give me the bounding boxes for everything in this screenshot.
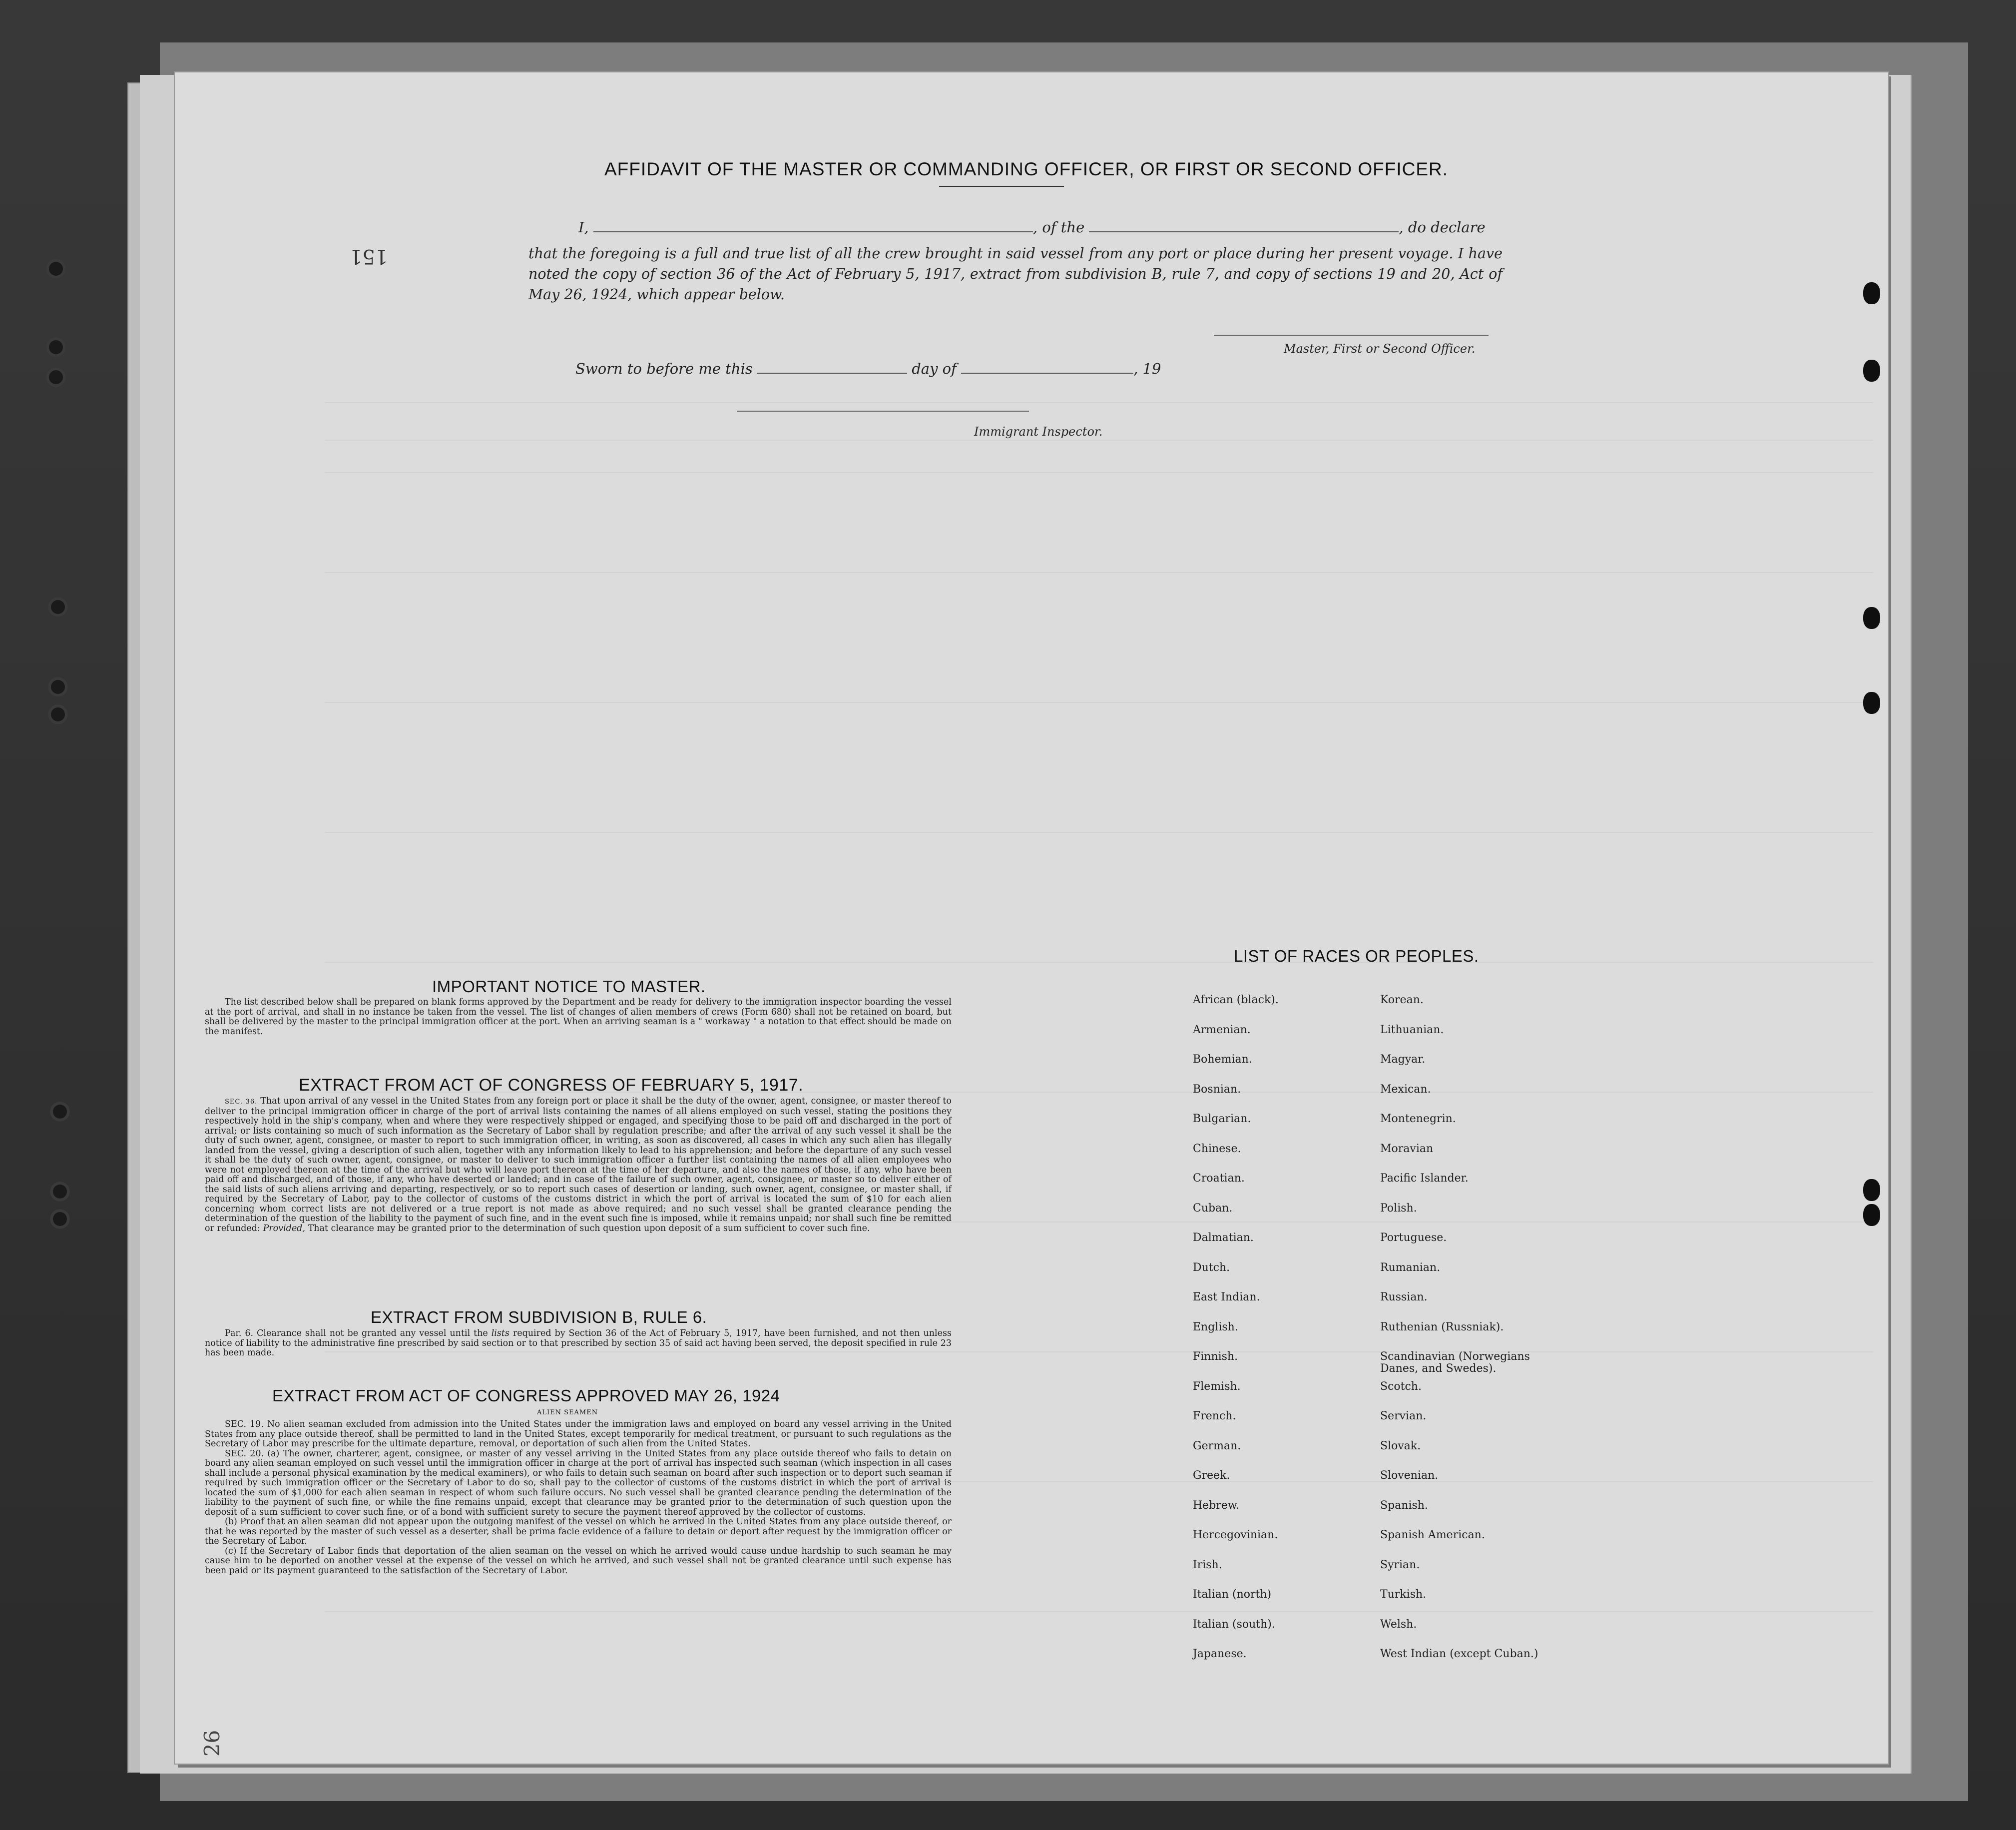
section-36-text: That upon arrival of any vessel in the United States from any foreign port or place it shall be the duty of the owner, agent, consignee, or master thereof to deliver to the principal immigration officer in charge of the port of arrival lists containing the names of all aliens employed on such vessel, stating the positions they respectively hold in the ship's company, when and where they were respectively shipped or engaged, and specifying those to be paid off and discharged in the port of arrival; or lists containing so much of such information as the Secretary of Labor shall by regulation prescribe; and after the arrival of any such vessel it shall be the duty of such owner, agent, consignee, or master to report to such immigration officer, in writing, as soon as discovered, all cases in which any such alien has illegally landed from the vessel, giving a description of such alien, together with any information likely to lead to his apprehension; and before the departure of any such vessel it shall be the duty of such owner, agent, consignee, or master to deliver to such immigration officer a further list containing the names of all alien employees who were not employed thereon at the time of the arrival but who will leave port thereon at the time of her departure, and also the names of those, if any, who have been paid off and discharged, and of those, if any, who have deserted or landed; and in case of the failure of such owner, agent, consignee, or master so to deliver either of the said lists of such aliens arriving and departing, respectively, or so to report such cases of desertion or landing, such owner, agent, consignee, or master shall, if required by the Secretary of Labor, pay to the collector of customs of the customs district in which the port of arrival is located the sum of $10 for each alien concerning whom correct lists are not delivered or a true report is not made as above required; and no such vessel shall be granted clearance pending the determination of the question of the liability to the payment of such fine, and in the event such fine is imposed, while it remains unpaid; nor shall such fine be remitted or refunded: <box>205 1096 952 1233</box>
race-item: Bulgarian. <box>1193 1113 1251 1125</box>
section-20b-paragraph: (b) Proof that an alien seaman did not appear upon the outgoing manifest of the vessel on which he arrived in the United States from any place outside thereof, or that he was reported by the master of such vessel as a deserter, shall be prima facie evidence of a failure to detain or deport after request by the immigration officer or the Secretary of Labor. <box>205 1517 952 1546</box>
bleed-through-line <box>325 1611 1873 1612</box>
race-item: African (black). <box>1193 994 1279 1006</box>
punch-hole <box>1863 360 1880 382</box>
race-item: French. <box>1193 1410 1236 1422</box>
affidavit-body: that the foregoing is a full and true list of all the crew brought in said vessel from any port or place during her present voyage. I have noted the copy of section 36 of the Act of February 5, 1917, extract from subdivision B, rule 7, and copy of sections 19 and 20, Act of May 26, 1924, which appear below. <box>528 245 1503 303</box>
race-item: Hercegovinian. <box>1193 1529 1278 1541</box>
race-item: Spanish. <box>1380 1499 1428 1512</box>
bleed-through-line <box>325 402 1873 403</box>
day-of-label: day of <box>912 360 957 377</box>
race-item: Bohemian. <box>1193 1053 1252 1066</box>
marginal-number: 151 <box>350 245 388 268</box>
name-blank <box>593 218 1033 232</box>
do-declare-label: , do declare <box>1399 219 1486 236</box>
race-item: Turkish. <box>1380 1588 1427 1601</box>
race-item: Slovenian. <box>1380 1469 1439 1482</box>
race-item: Russian. <box>1380 1291 1428 1303</box>
race-item: Flemish. <box>1193 1380 1241 1393</box>
binder-hole <box>50 1209 70 1229</box>
notice-paragraph: The list described below shall be prepared on blank forms approved by the Department and be ready for delivery to the immigration inspector boarding the vessel at the port of arrival, and shall in no instance be taken from the vessel. The list of changes of alien members of crews (Form 680) shall not be retained on board, but shall be delivered by the master to the principal immigration officer at the port. When an arriving seaman is a " workaway " a notation to that effect should be made on the manifest. <box>205 997 952 1037</box>
race-item: Servian. <box>1380 1410 1427 1422</box>
declaration-line <box>578 218 1486 236</box>
race-item: West Indian (except Cuban.) <box>1380 1648 1538 1660</box>
race-item: Bosnian. <box>1193 1083 1241 1096</box>
punch-hole <box>1863 1204 1880 1226</box>
race-item: East Indian. <box>1193 1291 1260 1303</box>
race-item: Rumanian. <box>1380 1261 1441 1274</box>
race-item: Japanese. <box>1193 1648 1247 1660</box>
section-20a-paragraph: SEC. 20. (a) The owner, charterer, agent, consignee, or master of any vessel arriving in the United States from any place outside thereof who fails to detain on board any alien seaman employed on such vessel until the immigration officer in charge at the port of arrival has inspected such seaman (which inspection in all cases shall include a personal physical examination by the medical examiners), or who fails to detain such seaman on board after such inspection or to deport such seaman if required by such immigration officer or the Secretary of Labor to do so, shall pay to the collector of customs of the customs district in which the port of arrival is located the sum of $1,000 for each alien seaman in respect of whom such failure occurs. No such vessel shall be granted clearance pending the determination of the liability to the payment of such fine, or while the fine remains unpaid, except that clearance may be granted prior to the determination of such question upon the deposit of a sum sufficient to cover such fine, or of a bond with sufficient surety to secure the payment thereof approved by the collector of customs. <box>205 1448 952 1517</box>
races-heading: LIST OF RACES OR PEOPLES. <box>1234 947 1479 965</box>
races-left-column <box>1193 994 1279 1678</box>
binder-hole <box>46 367 66 387</box>
race-item: Irish. <box>1193 1558 1222 1571</box>
race-item: Montenegrin. <box>1380 1113 1456 1125</box>
bleed-through-line <box>325 962 1873 963</box>
race-item: Syrian. <box>1380 1558 1420 1571</box>
race-item: English. <box>1193 1320 1238 1333</box>
binder-hole <box>48 704 68 724</box>
title-rule <box>939 186 1064 187</box>
race-item: Finnish. <box>1193 1350 1238 1363</box>
sworn-day-blank <box>757 360 907 374</box>
race-item: German. <box>1193 1439 1241 1452</box>
race-item: Hebrew. <box>1193 1499 1240 1512</box>
inspector-signature-line <box>737 411 1029 412</box>
notice-text <box>205 998 952 1037</box>
punch-hole <box>1863 282 1880 304</box>
declarant-prefix: I, <box>578 219 589 236</box>
extract-rule6-heading: EXTRACT FROM SUBDIVISION B, RULE 6. <box>371 1308 707 1326</box>
pencil-page-number: 26 <box>200 1730 225 1757</box>
proviso-text: That clearance may be granted prior to the determination of such question upon deposit of a sum sufficient to cover such fine. <box>308 1223 870 1233</box>
binder-hole <box>46 337 66 357</box>
section-36-paragraph <box>205 1097 952 1233</box>
proviso-label: Provided, <box>263 1223 305 1233</box>
binder-hole <box>50 1182 70 1202</box>
sworn-month-blank <box>961 360 1133 374</box>
bleed-through-line <box>325 472 1873 473</box>
par-6-text-b: required by Section 36 of the Act of February 5, 1917, have been furnished, and not then unless notice of liability to the administrative fine prescribed by said section or to that prescribed by section 35 of said act having been served, the deposit specified in rule 23 has been made. <box>205 1328 952 1358</box>
binder-hole <box>48 677 68 697</box>
bleed-through-line <box>325 572 1873 573</box>
bleed-through-line <box>325 702 1873 703</box>
bleed-through-line <box>325 832 1873 833</box>
sworn-line <box>575 360 1161 377</box>
race-item: Welsh. <box>1380 1618 1417 1631</box>
master-signature-line <box>1214 335 1489 336</box>
section-19-paragraph: SEC. 19. No alien seaman excluded from admission into the United States under the immigration laws and employed on board any vessel arriving in the United States from any place outside thereof, shall be permitted to land in the United States, except temporarily for medical treatment, or pursuant to such regulations as the Secretary of Labor may prescribe for the ultimate departure, removal, or deportation of such alien from the United States. <box>205 1419 952 1449</box>
race-item: Scotch. <box>1380 1380 1422 1393</box>
race-item: Moravian <box>1380 1142 1434 1155</box>
notice-heading: IMPORTANT NOTICE TO MASTER. <box>432 977 706 996</box>
alien-seamen-subtitle: ALIEN SEAMEN <box>537 1409 598 1416</box>
race-item: Italian (north) <box>1193 1588 1272 1601</box>
par-6-paragraph <box>205 1329 952 1358</box>
section-20c-paragraph: (c) If the Secretary of Labor finds that deportation of the alien seaman on the vessel on which he arrived would cause undue hardship to such seaman he may cause him to be deported on another vessel at the expense of the vessel on which he arrived, and such vessel shall not be granted clearance until such expense has been paid or its payment guaranteed to the satisfaction of the Secretary of Labor. <box>205 1546 952 1576</box>
race-item: Polish. <box>1380 1202 1417 1215</box>
race-item: Spanish American. <box>1380 1529 1485 1541</box>
lists-word: lists <box>491 1328 509 1338</box>
punch-hole <box>1863 607 1880 629</box>
extract-1924-heading: EXTRACT FROM ACT OF CONGRESS APPROVED MAY 26, 1924 <box>272 1386 780 1405</box>
race-item: Ruthenian (Russniak). <box>1380 1320 1504 1333</box>
binder-hole <box>50 1102 70 1122</box>
race-item: Cuban. <box>1193 1202 1233 1215</box>
race-item: Slovak. <box>1380 1439 1421 1452</box>
section-label: SEC. 36. <box>225 1098 258 1106</box>
race-item: Dutch. <box>1193 1261 1230 1274</box>
race-item: Armenian. <box>1193 1023 1251 1036</box>
races-right-column <box>1380 994 1538 1678</box>
race-item: Italian (south). <box>1193 1618 1275 1631</box>
race-item: Croatian. <box>1193 1172 1245 1185</box>
extract-1917-text <box>205 1097 952 1233</box>
affidavit-title: AFFIDAVIT OF THE MASTER OR COMMANDING OFFICER, OR FIRST OR SECOND OFFICER. <box>604 159 1449 179</box>
binder-hole <box>46 259 66 279</box>
inspector-label: Immigrant Inspector. <box>974 425 1103 439</box>
punch-hole <box>1863 692 1880 714</box>
race-item: Scandinavian (Norwegians Danes, and Swedes). <box>1380 1350 1530 1375</box>
extract-1924-text <box>205 1420 952 1576</box>
race-item: Pacific Islander. <box>1380 1172 1469 1185</box>
race-item: Greek. <box>1193 1469 1230 1482</box>
race-item: Lithuanian. <box>1380 1023 1444 1036</box>
race-item: Magyar. <box>1380 1053 1426 1066</box>
of-the-label: , of the <box>1032 219 1085 236</box>
extract-1917-heading: EXTRACT FROM ACT OF CONGRESS OF FEBRUARY 5, 1917. <box>299 1076 804 1095</box>
extract-rule6-text <box>205 1329 952 1358</box>
par-6-text-a: Par. 6. Clearance shall not be granted any vessel until the <box>225 1328 488 1338</box>
punch-hole <box>1863 1179 1880 1201</box>
sworn-label: Sworn to before me this <box>575 360 753 377</box>
race-item: Portuguese. <box>1380 1231 1447 1244</box>
race-item: Mexican. <box>1380 1083 1431 1096</box>
bleed-through-line <box>325 440 1873 441</box>
master-signature-label: Master, First or Second Officer. <box>1284 342 1476 356</box>
race-item: Korean. <box>1380 994 1424 1006</box>
race-item: Dalmatian. <box>1193 1231 1254 1244</box>
year-label: , 19 <box>1133 360 1161 377</box>
race-item: Chinese. <box>1193 1142 1241 1155</box>
vessel-blank <box>1089 218 1399 232</box>
binder-hole <box>48 597 68 617</box>
